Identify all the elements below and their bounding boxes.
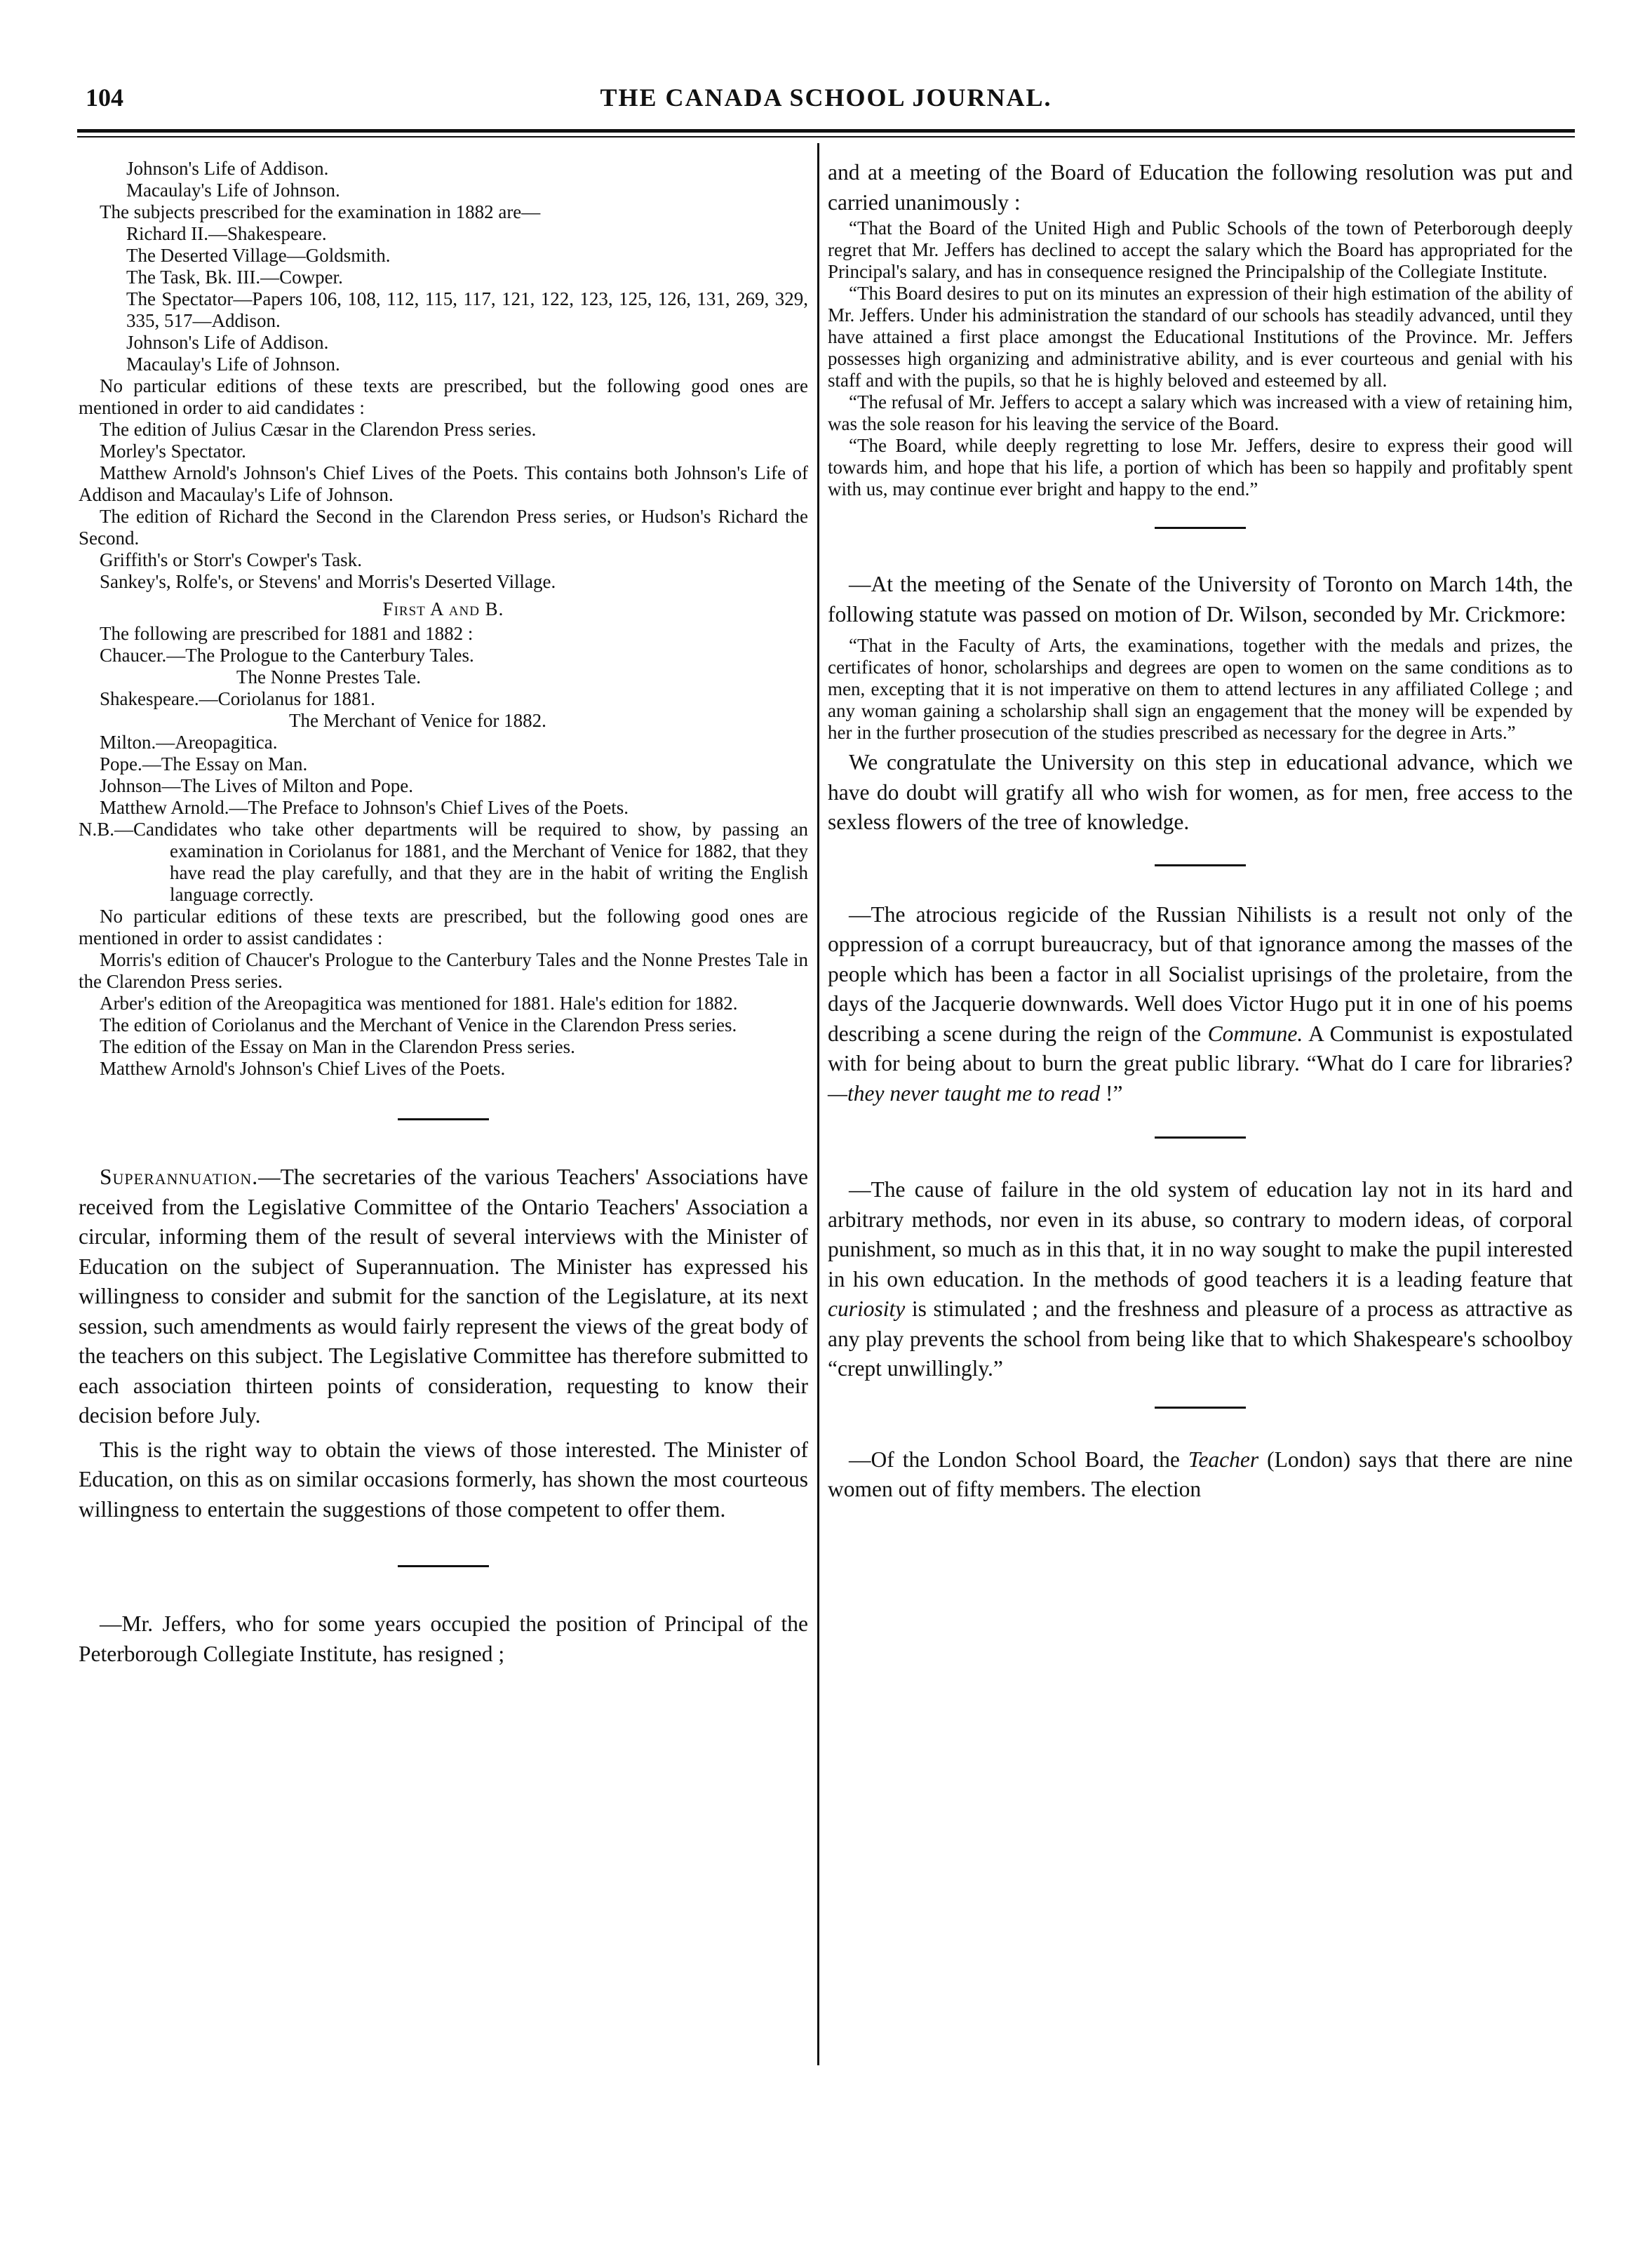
text-line: Macaulay's Life of Johnson. — [126, 354, 340, 375]
text-paragraph: The edition of Richard the Second in the Clarendon Press series, or Hudson's Richard the Second. — [79, 506, 808, 549]
text-paragraph: —At the meeting of the Senate of the University of Toronto on March 14th, the following statute was passed on motion of Dr. Wilson, seconded by Mr. Crickmore: — [828, 572, 1573, 626]
section-heading: First A and B. — [382, 598, 504, 619]
nb-paragraph: N.B.—Candidates who take other departments will be required to show, by passing an examination in Coriolanus for 1881, and the Merchant of Venice for 1882, that they have read the play carefully, and that they are in the habit of writing the English language correctly. — [79, 819, 808, 905]
text-line: The Spectator—Papers 106, 108, 112, 115, 117, 121, 122, 123, 125, 126, 131, 269, 329, 335, 517—Addison. — [126, 288, 808, 331]
text-paragraph: No particular editions of these texts are prescribed, but the following good ones are mentioned in order to assist candidates : — [79, 906, 808, 948]
text-line: Pope.—The Essay on Man. — [100, 753, 308, 774]
section-separator — [398, 1118, 489, 1120]
board-resolution-quote — [828, 217, 1573, 500]
section-separator — [398, 1565, 489, 1567]
text-line: The Nonne Prestes Tale. — [236, 666, 422, 687]
article-text: —The atrocious regicide of the Russian Nihilists is a result not only of the oppression of a corrupt bureaucracy, but of that ignorance among the masses of the people which has been a factor in all Socialist uprisings of the proletaire, from the days of the Jacquerie downwards. Well does Victor Hugo put it in one of his poems describing a scene during the reign of the — [828, 901, 1573, 1046]
section-separator — [1155, 864, 1246, 866]
article-text: (London) says that there are nine women out of fifty members. The election — [828, 1447, 1573, 1501]
text-line: Matthew Arnold's Johnson's Chief Lives of the Poets. — [100, 1058, 506, 1079]
text-line: The Task, Bk. III.—Cowper. — [126, 267, 343, 288]
column-divider — [817, 143, 819, 2065]
text-paragraph — [79, 1162, 808, 1431]
senate-article — [828, 570, 1573, 629]
text-line: Griffith's or Storr's Cowper's Task. — [100, 549, 362, 570]
quote-paragraph: “That in the Faculty of Arts, the examinations, together with the medals and prizes, the certificates of honor, scholarships and degrees are open to women on the same conditions as to men, excepting that it is not imperative on them to attend lectures in any affiliated College ; and any woman gaining a scholarship shall sign an engagement that the money will be expended by her in the further prosecution of the studies prescribed as necessary for the degree in Arts.” — [828, 635, 1573, 743]
jeffers-article-start — [79, 1609, 808, 1669]
text-line: Macaulay's Life of Johnson. — [126, 180, 340, 201]
text-line: Johnson's Life of Addison. — [126, 332, 329, 353]
jeffers-article-cont — [828, 158, 1573, 217]
text-paragraph: No particular editions of these texts are prescribed, but the following good ones are mentioned in order to aid candidates : — [79, 375, 808, 418]
text-paragraph: Matthew Arnold.—The Preface to Johnson's Chief Lives of the Poets. — [100, 797, 629, 818]
section-separator — [1155, 1136, 1246, 1139]
quote-paragraph: “The refusal of Mr. Jeffers to accept a salary which was increased with a view of retaining him, was the sole reason for his leaving the service of the Board. — [828, 391, 1573, 434]
congratulation — [828, 748, 1573, 838]
text-line: The Merchant of Venice for 1882. — [289, 710, 546, 731]
page-number: 104 — [86, 83, 123, 112]
london-board-article — [828, 1445, 1573, 1505]
text-line: Chaucer.—The Prologue to the Canterbury Tales. — [100, 645, 474, 666]
text-paragraph: The edition of Coriolanus and the Merchant of Venice in the Clarendon Press series. — [100, 1014, 737, 1035]
article-text: is stimulated ; and the freshness and pleasure of a process as attractive as any play prevents the school from being like that to which Shakespeare's schoolboy “crept unwillingly.” — [828, 1296, 1573, 1381]
text-line: Milton.—Areopagitica. — [100, 732, 278, 753]
italic-text: —they never taught me to read — [828, 1080, 1101, 1106]
nihilists-article — [828, 900, 1573, 1109]
text-line: The edition of Julius Cæsar in the Clarendon Press series. — [100, 419, 537, 440]
education-article — [828, 1175, 1573, 1384]
article-text: —The cause of failure in the old system of education lay not in its hard and arbitrary methods, nor even in its abuse, so contrary to modern ideas, of corporal punishment, so much as in this that, it in no way sought to make the pupil interested in his own education. In the methods of good teachers it is a leading feature that — [828, 1177, 1573, 1292]
text-line: Johnson—The Lives of Milton and Pope. — [100, 775, 413, 796]
quote-paragraph: “That the Board of the United High and Public Schools of the town of Peterborough deeply regret that Mr. Jeffers has declined to accept the salary which the Board has appropriated for the Principal's salary, and has in consequence resigned the Principalship of the Collegiate Institute. — [828, 217, 1573, 282]
text-line: The edition of the Essay on Man in the Clarendon Press series. — [100, 1036, 575, 1057]
text-line: Morley's Spectator. — [100, 441, 246, 462]
text-paragraph: Morris's edition of Chaucer's Prologue to the Canterbury Tales and the Nonne Prestes Tale in the Clarendon Press series. — [79, 949, 808, 992]
section-separator — [1155, 1407, 1246, 1409]
text-paragraph: and at a meeting of the Board of Education the following resolution was put and carried unanimously : — [828, 160, 1573, 215]
text-paragraph — [828, 1445, 1573, 1505]
quote-paragraph: “This Board desires to put on its minutes an expression of their high estimation of the ability of Mr. Jeffers. Under his administration the standard of our schools has steadily advanced, until they have attained a first place amongst the Educational Institutions of the Province. Mr. Jeffers possesses high organizing and administrative ability, and is ever courteous and genial with his staff and with the pupils, so that he is highly beloved and esteemed by all. — [828, 283, 1573, 391]
text-paragraph: This is the right way to obtain the views of those interested. The Minister of Education, on this as on similar occasions formerly, has shown the most courteous willingness to entertain the suggestions of those competent to offer them. — [79, 1437, 808, 1522]
article-text: —The secretaries of the various Teachers' Associations have received from the Legislative Committee of the Ontario Teachers' Association a circular, informing them of the result of several interviews with the Minister of Education on the subject of Superannuation. The Minister has expressed his willingness to consider and submit for the sanction of the Legislature, at its next session, such amendments as would fairly represent the views of the great body of the teachers on this subject. The Legislative Committee has therefore submitted to each association thirteen points of consideration, requesting to know their decision before July. — [79, 1165, 808, 1428]
article-lead: Superannuation. — [100, 1165, 259, 1189]
text-line: Shakespeare.—Coriolanus for 1881. — [100, 688, 375, 709]
text-paragraph: —Mr. Jeffers, who for some years occupied the position of Principal of the Peterborough Collegiate Institute, has resigned ; — [79, 1611, 808, 1666]
italic-text: curiosity — [828, 1296, 906, 1321]
text-line: The Deserted Village—Goldsmith. — [126, 245, 391, 266]
italic-text: Commune. — [1207, 1021, 1303, 1046]
quote-paragraph: “The Board, while deeply regretting to lose Mr. Jeffers, desire to express their good will towards him, and hope that his life, a portion of which has been so happily and profitably spent with us, may continue ever bright and happy to the end.” — [828, 435, 1573, 499]
italic-text: Teacher — [1188, 1447, 1259, 1472]
text-paragraph: Matthew Arnold's Johnson's Chief Lives of the Poets. This contains both Johnson's Life of Addison and Macaulay's Life of Johnson. — [79, 462, 808, 505]
text-paragraph — [828, 900, 1573, 1109]
text-line: Johnson's Life of Addison. — [126, 158, 329, 179]
article-text: A Communist is expostulated with for being about to burn the great public library. “What do I care for libraries? — [828, 1021, 1573, 1075]
right-column — [828, 158, 1573, 1505]
section-separator — [1155, 527, 1246, 529]
text-line: Richard II.—Shakespeare. — [126, 223, 327, 244]
page-header — [77, 83, 1575, 125]
text-line: Sankey's, Rolfe's, or Stevens' and Morris's Deserted Village. — [100, 571, 556, 592]
text-paragraph: We congratulate the University on this step in educational advance, which we have do doubt will gratify all who wish for women, as for men, free access to the sexless flowers of the tree of knowledge. — [828, 750, 1573, 834]
left-column — [79, 158, 808, 1669]
text-line: The subjects prescribed for the examination in 1882 are— — [100, 201, 541, 222]
journal-title: THE CANADA SCHOOL JOURNAL. — [600, 83, 1052, 112]
header-rule-thin — [77, 136, 1575, 137]
text-paragraph — [828, 1175, 1573, 1384]
article-text: —Of the London School Board, the — [849, 1447, 1188, 1472]
superannuation-article — [79, 1162, 808, 1524]
book-list-1882 — [79, 158, 808, 1080]
statute-quote — [828, 635, 1573, 744]
header-rule-thick — [77, 129, 1575, 133]
text-line: The following are prescribed for 1881 and 1882 : — [100, 623, 474, 644]
article-text: !” — [1100, 1080, 1123, 1106]
text-paragraph: Arber's edition of the Areopagitica was mentioned for 1881. Hale's edition for 1882. — [100, 993, 738, 1014]
